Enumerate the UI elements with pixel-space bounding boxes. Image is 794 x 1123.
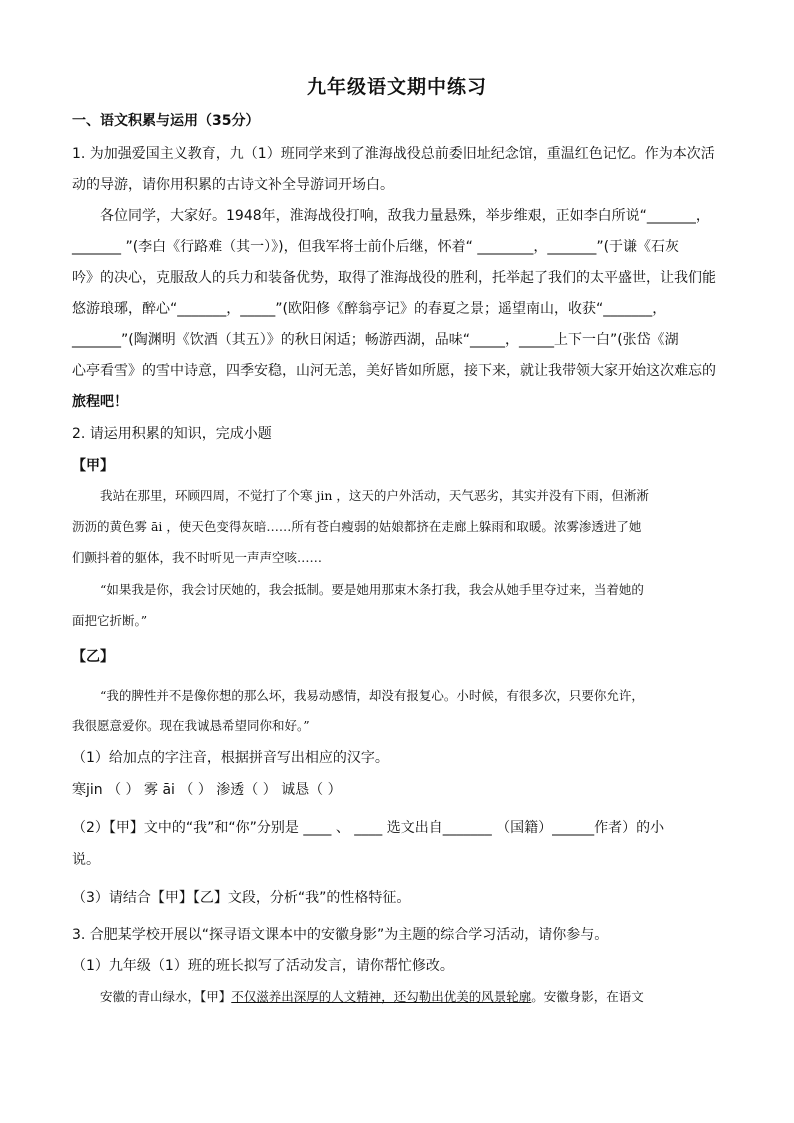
q3-underlined-sentence: 不仅滋养出深厚的人文精神，还勾勒出优美的风景轮廓 (231, 989, 532, 1004)
section-heading: 一、语文积累与运用（35分） (72, 113, 260, 129)
q3-text-line (100, 987, 750, 1005)
q2-sub1-items: 寒jin （ ） 雾 āi （ ） 渗透（ ） 诚恳（ ） (72, 782, 342, 798)
q2-yi-label: 【乙】 (72, 649, 114, 665)
q3-intro: 3. 合肥某学校开展以“探寻语文课本中的安徽身影”为主题的综合学习活动，请你参与。 (72, 927, 609, 943)
q1-paragraph-5: _______”(陶渊明《饮酒（其五）》的秋日闲适；畅游西湖，品味“_____，_____上下一白”(张岱《湖 (72, 332, 679, 348)
q2-jia-line-1: 我站在那里，环顾四周，不觉打了个寒 jin ，这天的户外活动，天气恶劣，其实并没有下雨，但淅淅 (100, 488, 649, 503)
page-title: 九年级语文期中练习 (306, 76, 487, 98)
q1-paragraph-6: 心亭看雪》的雪中诗意，四季安稳，山河无恙，美好皆如所愿，接下来，就让我带领大家开始这次难忘的 (72, 363, 716, 379)
q1-paragraph-2: _______ ”(李白《行路难（其一）》)，但我军将士前仆后继，怀着“ ________，_______”(于谦《石灰 (72, 239, 680, 255)
q2-jia-line-3: 们颤抖着的躯体，我不时听见一声声空咳…… (72, 550, 323, 565)
q2-jia-line-4: “如果我是你，我会讨厌她的，我会抵制。要是她用那束木条打我，我会从她手里夺过来，当着她的 (100, 582, 644, 597)
q2-sub2-line-2: 说。 (72, 852, 100, 868)
q2-sub2-line-1: （2）【甲】文中的“我”和“你”分别是 ____ 、 ____ 选文出自_______ （国籍）______作者）的小 (72, 820, 665, 836)
q1-paragraph-3: 吟》的决心，克服敌人的兵力和装备优势，取得了淮海战役的胜利，托举起了我们的太平盛世，让我们能 (72, 270, 716, 286)
q3-text-prefix: 安徽的青山绿水，【甲】 (100, 989, 232, 1004)
q3-sub1: （1）九年级（1）班的班长拟写了活动发言，请你帮忙修改。 (72, 958, 454, 974)
q2-intro: 2. 请运用积累的知识，完成小题 (72, 426, 272, 442)
q2-jia-label: 【甲】 (72, 458, 114, 474)
q2-jia-line-2: 沥沥的黄色雾 āi ，使天色变得灰暗……所有苍白瘦弱的姑娘都挤在走廊上躲雨和取暖。浓雾渗透进了她 (72, 519, 642, 534)
q1-line-1: 1. 为加强爱国主义教育，九（1）班同学来到了淮海战役总前委旧址纪念馆，重温红色记忆。作为本次活 (72, 146, 715, 162)
q3-text-suffix: 。安徽身影，在语文 (531, 989, 644, 1004)
q1-paragraph-7: 旅程吧！ (72, 394, 128, 410)
q2-sub3: （3）请结合【甲】【乙】文段，分析“我”的性格特征。 (72, 890, 411, 906)
q2-jia-line-5: 面把它折断。” (72, 613, 148, 628)
q1-paragraph-4: 悠游琅琊，醉心“_______，_____”(欧阳修《醉翁亭记》的春夏之景；遥望南山，收获“_______， (72, 301, 667, 317)
q2-sub1: （1）给加点的字注音，根据拼音写出相应的汉字。 (72, 750, 389, 766)
q1-paragraph-1: 各位同学，大家好。1948年，淮海战役打响，敌我力量悬殊，举步维艰，正如李白所说“_______， (100, 208, 710, 224)
q2-yi-line-1: “我的脾性并不是像你想的那么坏，我易动感情，却没有报复心。小时候，有很多次，只要你允许， (100, 688, 644, 703)
q1-line-2: 动的导游，请你用积累的古诗文补全导游词开场白。 (72, 177, 394, 193)
q2-yi-line-2: 我很愿意爱你。现在我诚恳希望同你和好。” (72, 718, 310, 733)
